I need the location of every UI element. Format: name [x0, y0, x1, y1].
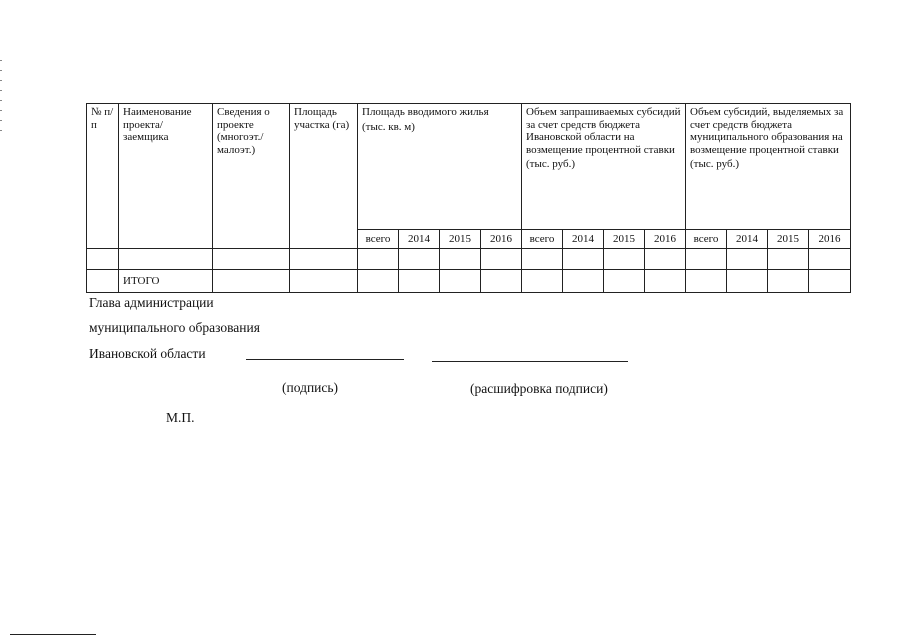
header-allocated-title: Объем субсидий, выделяемых за счет средств бюджета муниципального образования на возмещение процентной ставки	[690, 106, 844, 156]
header-num: № п/п	[87, 104, 119, 249]
table-cell	[440, 249, 481, 270]
table-cell	[213, 249, 290, 270]
sub-housing-2015: 2015	[440, 230, 481, 249]
table-cell	[290, 270, 358, 293]
table-cell	[809, 249, 851, 270]
table-cell	[213, 270, 290, 293]
table-cell	[686, 270, 727, 293]
signature-caption: (подпись)	[282, 380, 339, 395]
header-allocated-unit: (тыс. руб.)	[690, 158, 739, 170]
header-row	[87, 104, 851, 230]
subsidy-table	[86, 103, 851, 293]
table-cell	[563, 270, 604, 293]
signatory-region: Ивановской области	[89, 346, 206, 361]
table-cell	[358, 249, 399, 270]
table-cell	[440, 270, 481, 293]
table-cell	[768, 249, 809, 270]
table-cell	[604, 249, 645, 270]
header-housing-unit: (тыс. кв. м)	[362, 120, 415, 133]
table-cell	[87, 249, 119, 270]
signature-line	[246, 359, 404, 360]
table-cell	[522, 270, 563, 293]
total-label: ИТОГО	[119, 270, 213, 293]
signatory-organization: муниципального образования	[89, 320, 260, 335]
signatory-title: Глава администрации	[89, 295, 214, 310]
table-cell	[727, 270, 768, 293]
sub-allocated-2015: 2015	[768, 230, 809, 249]
table-cell	[290, 249, 358, 270]
header-requested-title: Объем запрашиваемых субсидий за счет средств бюджета Ивановской области на возмещение процентной ставки	[526, 106, 681, 156]
header-area: Площадь участка (га)	[290, 104, 358, 249]
table-row-empty	[87, 249, 851, 270]
table-cell	[768, 270, 809, 293]
table-cell	[563, 249, 604, 270]
stamp-place: М.П.	[166, 410, 195, 425]
scan-margin-marks	[0, 60, 3, 180]
sub-housing-2014: 2014	[399, 230, 440, 249]
table-cell	[604, 270, 645, 293]
header-name: Наименование проекта/ заемщика	[119, 104, 213, 249]
table-row-total	[87, 270, 851, 293]
sub-allocated-total: всего	[686, 230, 727, 249]
table-cell	[399, 249, 440, 270]
table-cell	[727, 249, 768, 270]
table-cell	[809, 270, 851, 293]
sub-housing-2016: 2016	[481, 230, 522, 249]
sub-requested-2016: 2016	[645, 230, 686, 249]
table-cell	[399, 270, 440, 293]
signature-decoding-line	[432, 361, 628, 362]
sub-allocated-2016: 2016	[809, 230, 851, 249]
sub-housing-total: всего	[358, 230, 399, 249]
table-cell	[358, 270, 399, 293]
table-cell	[87, 270, 119, 293]
sub-requested-2015: 2015	[604, 230, 645, 249]
table-cell	[522, 249, 563, 270]
sub-allocated-2014: 2014	[727, 230, 768, 249]
header-allocated	[686, 104, 851, 230]
header-housing-title: Площадь вводимого жилья	[362, 106, 489, 118]
table-cell	[481, 270, 522, 293]
table-cell	[481, 249, 522, 270]
header-requested	[522, 104, 686, 230]
decoding-caption: (расшифровка подписи)	[470, 381, 608, 396]
table-cell	[119, 249, 213, 270]
table-cell	[686, 249, 727, 270]
sub-requested-total: всего	[522, 230, 563, 249]
header-info: Сведения о проекте (многоэт./ малоэт.)	[213, 104, 290, 249]
table-cell	[645, 270, 686, 293]
header-requested-unit: (тыс. руб.)	[526, 158, 575, 170]
header-housing	[358, 104, 522, 230]
table-cell	[645, 249, 686, 270]
sub-requested-2014: 2014	[563, 230, 604, 249]
footnote-rule	[10, 634, 96, 635]
